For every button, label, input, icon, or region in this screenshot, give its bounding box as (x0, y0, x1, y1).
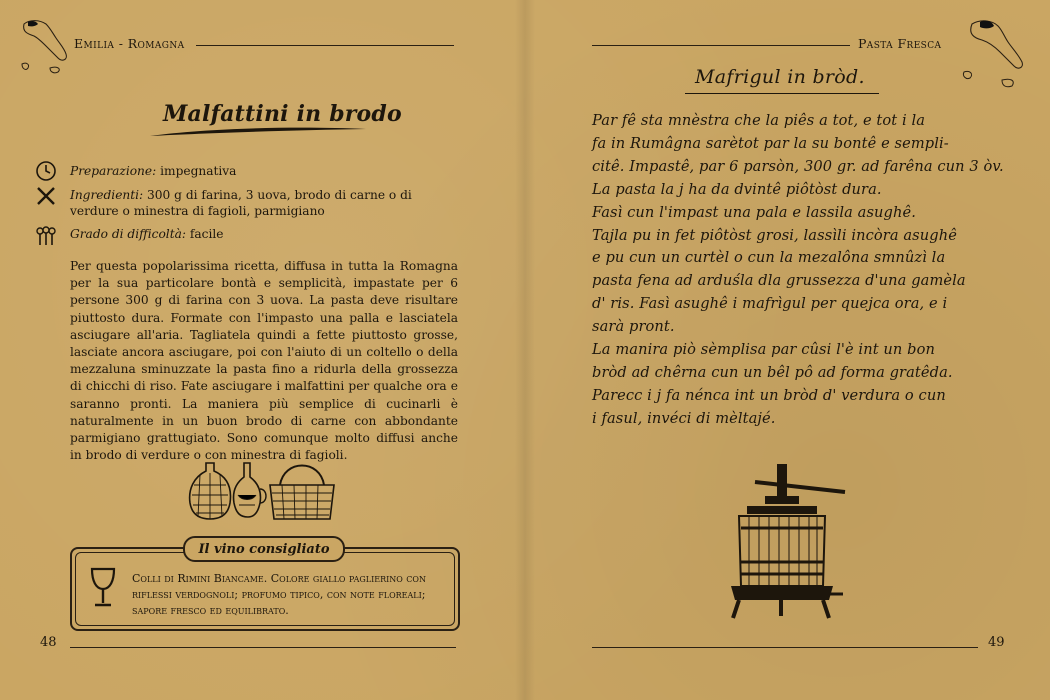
meta-preparation-value: impegnativa (156, 164, 237, 178)
hand-line: citê. Impastê, par 6 parsòn, 300 gr. ad farêna cun 3 òv. (592, 157, 1004, 175)
section-header: Emilia - Romagna (74, 36, 185, 51)
handwritten-recipe (592, 110, 1004, 431)
meta-ingredients-label: Ingredienti: (70, 188, 144, 202)
meta-difficulty-value: facile (185, 227, 224, 241)
hand-line: La manira piò sèmplisa par cûsi l'è int un bon (592, 341, 935, 359)
wine-heading-tab (183, 536, 345, 562)
hand-line: d' ris. Fasì asughê i mafrìgul per quejca ora, e i (592, 295, 948, 313)
wine-heading: Il vino consigliato (198, 542, 330, 557)
hand-line: e pu cun un curtèl o cun la mezalôna smnûzì la (592, 249, 946, 267)
wine-recommendation-box (70, 542, 460, 631)
hand-line: fa in Rumâgna sarètot par la su bontê e sempli- (592, 134, 949, 152)
wine-press-illustration (725, 462, 855, 622)
section-header-right: Pasta Fresca (858, 36, 942, 51)
bottles-basket-illustration (184, 455, 344, 525)
hand-line: bròd ad chêrna cun un bêl pô ad forma gratêda. (592, 363, 953, 381)
recipe-title: Malfattini in brodo (163, 101, 402, 127)
hand-line: Fasì cun l'impast una pala e lassila asughê. (592, 203, 916, 221)
wine-description: Colli di Rimini Biancame. Colore giallo paglierino con riflessi verdognoli; profumo tipico, con note floreali; sapore fresco ed equilibrato. (132, 572, 426, 617)
hand-line: i fasul, invéci di mèltajé. (592, 409, 776, 427)
italy-map-icon-right (958, 16, 1034, 96)
clock-icon (35, 160, 57, 182)
meta-preparation (70, 163, 460, 179)
meta-ingredients (70, 187, 460, 219)
header-rule-right (592, 45, 850, 46)
wine-glass-icon (88, 567, 118, 609)
handwritten-title: Mafrigul in bròd. (695, 66, 865, 88)
hand-line: La pasta la j ha da dvintê piôtòst dura. (592, 180, 882, 198)
hand-line: Parecc i j fa nénca int un bròd d' verdura o cun (592, 386, 946, 404)
title-underline (148, 124, 368, 138)
meta-preparation-label: Preparazione: (70, 164, 157, 178)
footer-rule-left (70, 647, 456, 648)
meta-ingredients-value: 300 g di farina, 3 uova, brodo di carne o di verdure o minestra di fagioli, parmigiano (70, 188, 412, 218)
meta-difficulty-label: Grado di difficoltà: (70, 227, 186, 241)
header-rule (196, 45, 454, 46)
footer-rule-right (592, 647, 978, 648)
fork-knife-icon (35, 185, 57, 207)
hand-line: sarà pront. (592, 318, 675, 336)
italy-map-icon (14, 16, 72, 82)
page-number-left: 48 (40, 635, 57, 650)
recipe-body-text: Per questa popolarissima ricetta, diffusa in tutta la Romagna per la sua particolare bontà e semplicità, impastate per 6 persone 300 g di farina con 3 uova. La pasta deve risultare piuttosto dura. Formate con l'impasto una palla e lasciatela asciugare all'aria. Tagliatela quindi a fette piuttosto grosse, lasciate ancora asciugare, poi con l'aiuto di un coltello o della mezzaluna sminuzzate la pasta fino a ridurla della grossezza di chicchi di riso. Fate asciugare i malfattini per qualche ora e saranno pronti. La maniera più semplice di cucinarli è naturalmente in un buon brodo di carne con abbondante parmigiano grattugiato. Sono comunque molto diffusi anche in brodo di verdure o con minestra di fagioli. (70, 259, 458, 463)
hand-line: pasta fena ad arduśla dla grussezza d'una gamèla (592, 272, 966, 290)
hand-line: Par fê sta mnèstra che la piês a tot, e tot i la (592, 112, 926, 129)
handwritten-title-underline (685, 93, 879, 94)
chef-hat-icon (35, 225, 57, 247)
page-number-right: 49 (988, 635, 1005, 650)
hand-line: Tajla pu in fet piôtòst grosi, lassìli incòra asughê (592, 226, 957, 244)
meta-difficulty (70, 226, 460, 242)
